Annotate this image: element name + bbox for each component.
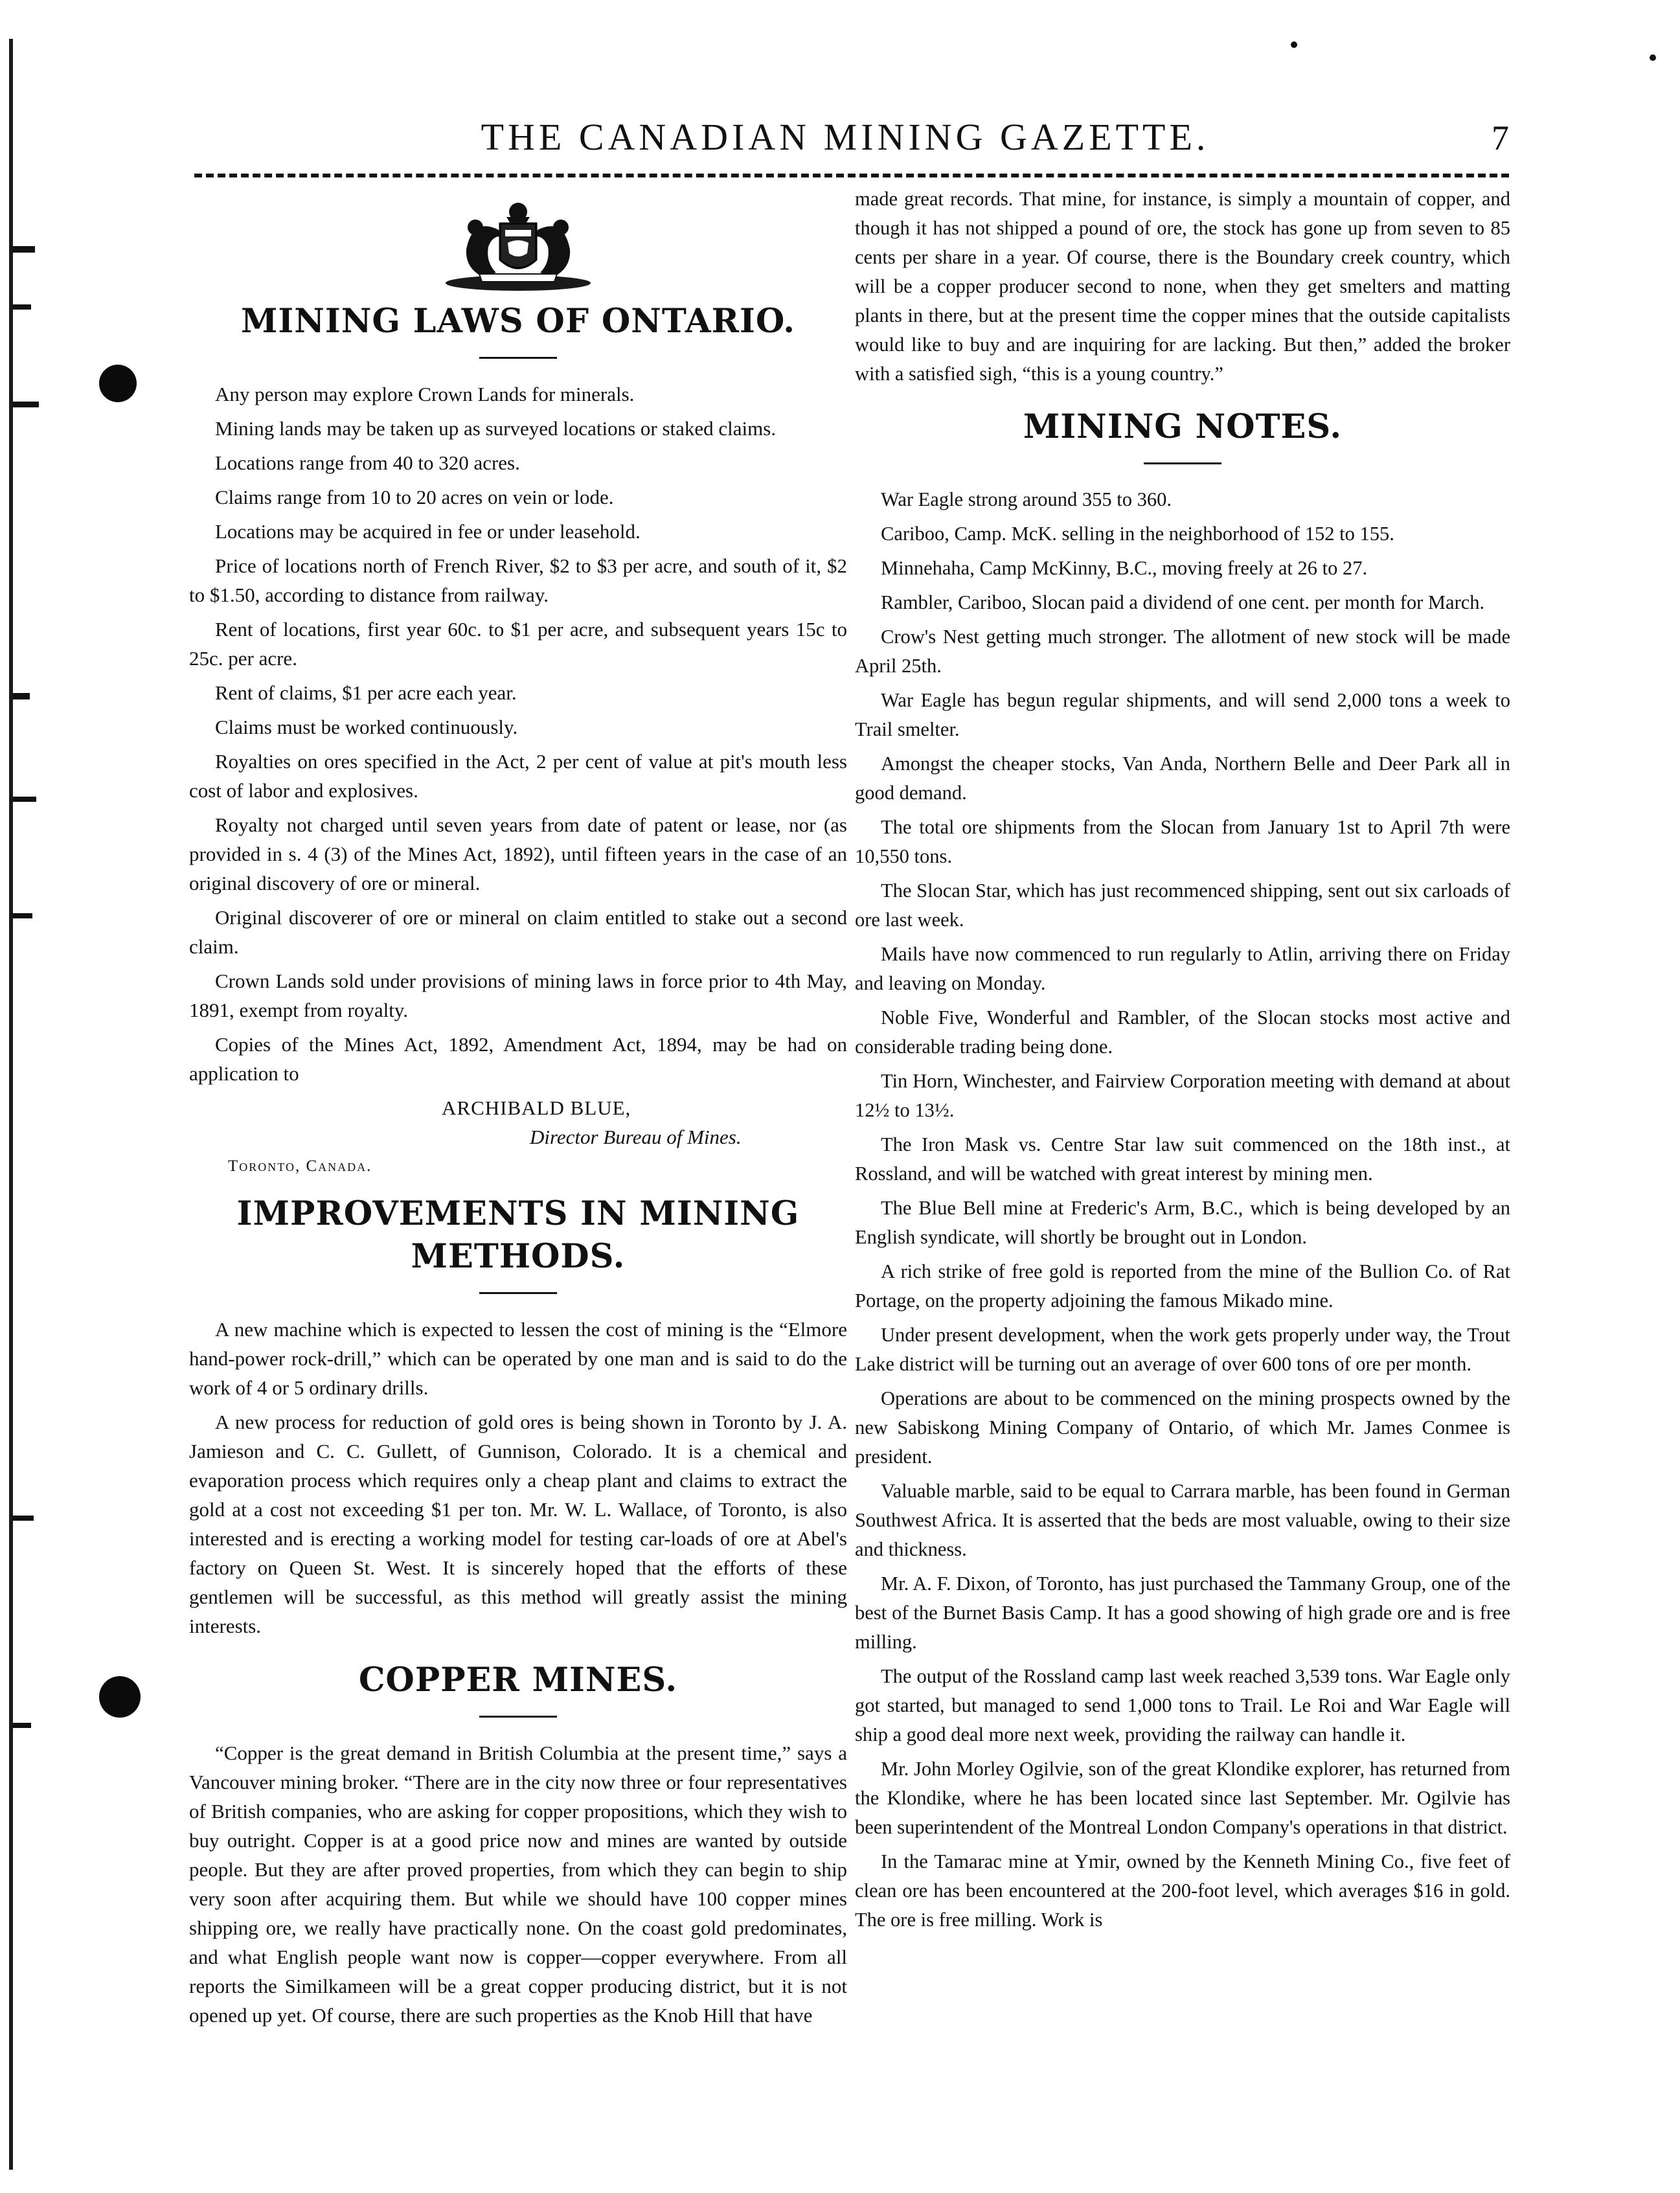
heading-copper-mines: COPPER MINES. [358,1661,678,1699]
signature-name: ARCHIBALD BLUE, [442,1096,631,1119]
specks [1291,41,1297,48]
note-item: Mr. John Morley Ogilvie, son of the great Klondike explorer, has returned from the Klondike, where he has been located since last September. Mr. Ogilvie has been superintendent of the Montreal London Company's operations in that district. [855,1758,1510,1838]
note-item: Under present development, when the work gets properly under way, the Trout Lake district will be turning out an average of over 600 tons of ore per month. [855,1324,1510,1375]
heading-mining-laws: MINING LAWS OF ONTARIO. [240,302,796,341]
note-item: Mr. A. F. Dixon, of Toronto, has just purchased the Tammany Group, one of the best of the Burnet Basis Camp. It has a good showing of high grade ore and is free milling. [855,1573,1510,1653]
note-item: War Eagle strong around 355 to 360. [881,488,1172,510]
binding-mark [13,1723,31,1728]
heading-mining-notes: MINING NOTES. [1023,407,1343,446]
note-item: Rambler, Cariboo, Slocan paid a dividend of one cent. per month for March. [881,591,1485,613]
heading-improvements [189,1192,847,1278]
page-number: 7 [1492,119,1509,157]
note-item: In the Tamarac mine at Ymir, owned by the Kenneth Mining Co., five feet of clean ore has been encountered at the 200-foot level, which averages $16 in gold. The ore is free milling. Work is [855,1850,1510,1931]
binding-mark [13,797,36,802]
note-item: Tin Horn, Winchester, and Fairview Corporation meeting with demand at about 12½ to 13½. [855,1070,1510,1121]
binding-mark [13,1516,34,1521]
binding-mark [13,304,31,310]
note-item: War Eagle has begun regular shipments, and will send 2,000 tons a week to Trail smelter. [855,689,1510,740]
note-item: The total ore shipments from the Slocan from January 1st to April 7th were 10,550 tons. [855,816,1510,867]
note-item: Minnehaha, Camp McKinny, B.C., moving freely at 26 to 27. [881,557,1368,579]
note-item: Crow's Nest getting much stronger. The allotment of new stock will be made April 25th. [855,626,1510,677]
heading-rule [479,1716,557,1718]
note-item: The Iron Mask vs. Centre Star law suit commenced on the 18th inst., at Rossland, and will be watched with great interest by mining men. [855,1133,1510,1185]
heading-rule [479,357,557,359]
publication-title: THE CANADIAN MINING GAZETTE. [481,116,1210,158]
paragraph: Rent of claims, $1 per acre each year. [215,681,517,704]
paragraph: Mining lands may be taken up as surveyed locations or staked claims. [215,417,777,440]
binding-mark [13,913,32,918]
heading-improvements-line1: IMPROVEMENTS IN MINING [236,1194,800,1233]
note-item: The Slocan Star, which has just recommenced shipping, sent out six carloads of ore last week. [855,880,1510,931]
paragraph: A new machine which is expected to lessen the cost of mining is the “Elmore hand-power rock-drill,” which can be operated by one man and is said to do the work of 4 or 5 ordinary drills. [189,1318,847,1399]
header-rule [194,174,1509,177]
heading-rule [1144,462,1221,464]
paragraph: A new process for reduction of gold ores is being shown in Toronto by J. A. Jamieson and C. C. Gullett, of Gunnison, Colorado. It is a chemical and evaporation process which requires only a cheap plant and claims to extract the gold at a cost not exceeding $1 per ton. Mr. W. L. Wallace, of Toronto, is also interested and is erecting a working model for testing car-loads of ore at Abel's factory on Queen St. West. It is sincerely hoped that the efforts of these gentlemen will be successful, as this method will greatly assist the mining interests. [189,1411,847,1637]
note-item: Noble Five, Wonderful and Rambler, of the Slocan stocks most active and considerable trading being done. [855,1006,1510,1058]
paragraph: Locations may be acquired in fee or under leasehold. [215,520,641,543]
page-binding-edge [0,0,58,2193]
binding-mark [13,246,35,253]
coat-of-arms-icon [440,198,596,293]
paragraph: Rent of locations, first year 60c. to $1 per acre, and subsequent years 15c to 25c. per acre. [189,618,847,670]
paragraph: Price of locations north of French River, $2 to $3 per acre, and south of it, $2 to $1.50, according to distance from railway. [189,554,847,606]
paragraph: Royalties on ores specified in the Act, 2 per cent of value at pit's mouth less cost of labor and explosives. [189,750,847,802]
right-column [855,185,1510,1940]
paragraph: Original discoverer of ore or mineral on claim entitled to stake out a second claim. [189,906,847,958]
signature-place: Toronto, Canada. [228,1157,372,1175]
page-header [181,115,1509,174]
note-item: Mails have now commenced to run regularly to Atlin, arriving there on Friday and leaving on Monday. [855,943,1510,994]
note-item: Amongst the cheaper stocks, Van Anda, Northern Belle and Deer Park all in good demand. [855,753,1510,804]
note-item: The Blue Bell mine at Frederic's Arm, B.C., which is being developed by an English syndicate, will shortly be brought out in London. [855,1197,1510,1248]
paragraph-continued: made great records. That mine, for instance, is simply a mountain of copper, and though it has not shipped a pound of ore, the stock has gone up from seven to 85 cents per share in a year. Of course, there is the Boundary creek country, which will be a copper producer second to none, when they get smelters and matting plants in there, but at the present time the copper mines that the outside capitalists would like to buy and are inquiring for are lacking. But then,” added the broker with a satisfied sigh, “this is a young country.” [855,188,1510,385]
binding-mark [13,693,30,699]
paragraph: Copies of the Mines Act, 1892, Amendment Act, 1894, may be had on application to [189,1033,847,1085]
note-item: Operations are about to be commenced on the mining prospects owned by the new Sabiskong Mining Company of Ontario, of which Mr. James Conmee is president. [855,1387,1510,1468]
specks [1650,54,1656,61]
note-item: Cariboo, Camp. McK. selling in the neighborhood of 152 to 155. [881,523,1394,545]
paragraph: Crown Lands sold under provisions of mining laws in force prior to 4th May, 1891, exempt from royalty. [189,970,847,1021]
punch-hole [99,1676,141,1718]
binding-mark [13,402,39,407]
binding-streak [9,39,13,2170]
paragraph: Any person may explore Crown Lands for minerals. [215,383,635,405]
left-column [189,185,847,2035]
paragraph: Claims must be worked continuously. [215,716,518,738]
paragraph: Locations range from 40 to 320 acres. [215,451,520,474]
paragraph: Royalty not charged until seven years from date of patent or lease, nor (as provided in s. 4 (3) of the Mines Act, 1892), until fifteen years in the case of an original discovery of ore or mineral. [189,813,847,894]
note-item: A rich strike of free gold is reported from the mine of the Bullion Co. of Rat Portage, on the property adjoining the famous Mikado mine. [855,1260,1510,1312]
heading-improvements-line2: METHODS. [411,1237,626,1276]
note-item: The output of the Rossland camp last week reached 3,539 tons. War Eagle only got started, but managed to send 1,000 tons to Trail. Le Roi and War Eagle will ship a good deal more next week, providing the railway can handle it. [855,1665,1510,1745]
paragraph: Claims range from 10 to 20 acres on vein or lode. [215,486,614,508]
note-item: Valuable marble, said to be equal to Carrara marble, has been found in German Southwest Africa. It is asserted that the beds are most valuable, owing to their size and thickness. [855,1480,1510,1560]
heading-rule [479,1292,557,1294]
punch-hole [99,365,137,402]
signature-title: Director Bureau of Mines. [530,1126,742,1148]
paragraph: “Copper is the great demand in British Columbia at the present time,” says a Vancouver mining broker. “There are in the city now three or four representatives of British companies, who are asking for copper propositions, which they wish to buy outright. Copper is at a good price now and mines are wanted by outside people. But they are after proved properties, from which they can begin to ship very soon after acquiring them. But while we should have 100 copper mines shipping ore, we really have practically none. On the coast gold predominates, and what English people want now is copper—copper everywhere. From all reports the Similkameen will be a great copper producing district, but it is not opened up yet. Of course, there are such properties as the Knob Hill that have [189,1742,847,2027]
